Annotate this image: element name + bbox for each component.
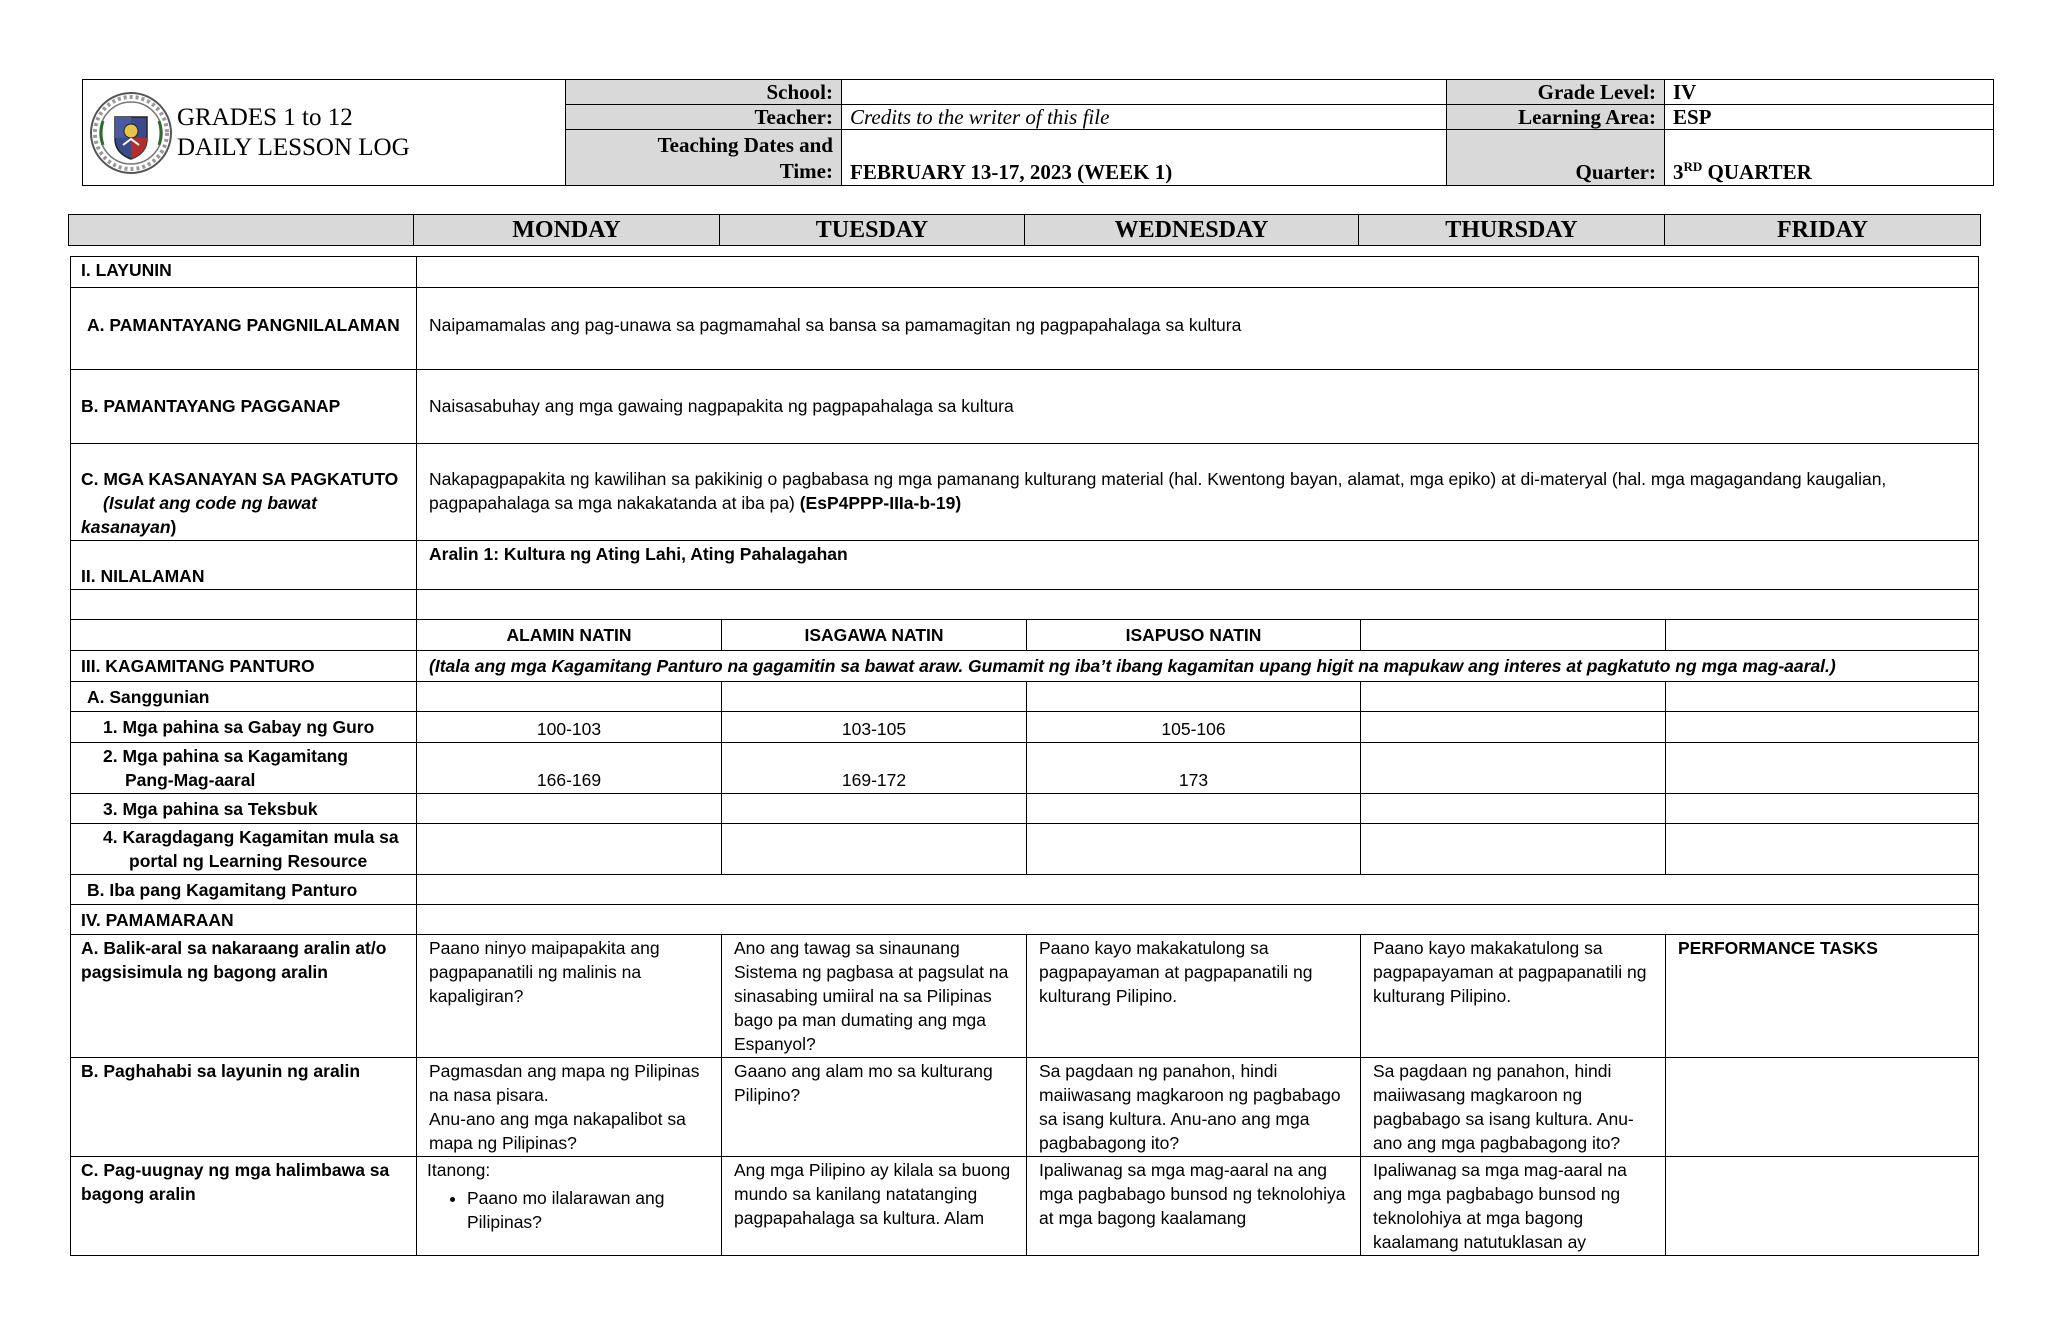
table-row xyxy=(71,712,1979,743)
empty-cell xyxy=(722,824,1027,875)
table-row xyxy=(71,1157,1979,1256)
kasanayan-label-line-1: C. MGA KASANAYAN SA PAGKATUTO xyxy=(81,469,399,489)
row-label-karagdagang-kagamitan xyxy=(71,824,417,875)
empty-cell xyxy=(71,590,417,620)
lm-wednesday: 173 xyxy=(1027,743,1361,794)
table-row xyxy=(71,541,1979,590)
kasanayan-label-close: ) xyxy=(170,517,177,537)
empty-cell xyxy=(417,682,722,712)
paghahabi-tuesday: Gaano ang alam mo sa kulturang Pilipino? xyxy=(722,1058,1027,1157)
empty-cell xyxy=(1027,682,1361,712)
pamantayang-pagganap-text: Naisasabuhay ang mga gawaing nagpapakita ng pagpapahalaga sa kultura xyxy=(417,370,1979,444)
kasanayan-description: Nakapagpapakita ng kawilihan sa pakikinig o pagbabasa ng mga pamanang kulturang material (hal. Kwentong bayan, alamat, mga epiko) at di-materyal (hal. mga magagandang kaugalian, pagpapahalaga sa mga nakakatanda at iba pa) xyxy=(429,469,1887,513)
empty-cell xyxy=(417,794,722,824)
lesson-log-title xyxy=(177,103,410,163)
quarter-number: 3 xyxy=(1673,160,1684,184)
empty-cell xyxy=(417,875,1979,905)
quarter-label: Quarter: xyxy=(1447,130,1665,186)
learning-area-label: Learning Area: xyxy=(1447,105,1665,130)
table-row xyxy=(71,743,1979,794)
table-row xyxy=(71,682,1979,712)
pag-uugnay-wednesday: Ipaliwanag sa mga mag-aaral na ang mga pagbabago bunsod ng teknolohiya at mga bagong kaalamang xyxy=(1027,1157,1361,1256)
teaching-dates-value: FEBRUARY 13-17, 2023 (WEEK 1) xyxy=(842,130,1447,186)
header-title-cell xyxy=(83,80,566,186)
day-thursday: THURSDAY xyxy=(1359,215,1665,246)
daily-lesson-log-table xyxy=(70,256,1979,1256)
pag-uugnay-monday-intro: Itanong: xyxy=(427,1160,491,1180)
teaching-dates-label xyxy=(566,130,842,186)
pag-uugnay-friday xyxy=(1666,1157,1979,1256)
row-label-kasanayan xyxy=(71,444,417,541)
teaching-dates-label-line-1: Teaching Dates and xyxy=(657,132,833,157)
balik-aral-wednesday: Paano kayo makakatulong sa pagpapayaman at pagpapanatili ng kulturang Pilipino. xyxy=(1027,935,1361,1058)
karagdagang-label-line-1: 4. Karagdagang Kagamitan mula sa xyxy=(103,827,399,847)
teacher-label: Teacher: xyxy=(566,105,842,130)
table-row xyxy=(71,257,1979,288)
empty-cell xyxy=(417,905,1979,935)
row-label-gabay-ng-guro: 1. Mga pahina sa Gabay ng Guro xyxy=(71,712,417,743)
empty-cell xyxy=(1027,824,1361,875)
empty-cell xyxy=(1027,794,1361,824)
lesson-log-header xyxy=(82,79,1994,186)
aralin-title: Aralin 1: Kultura ng Ating Lahi, Ating Pahalagahan xyxy=(417,541,1979,590)
lm-tuesday: 169-172 xyxy=(722,743,1027,794)
row-label-pag-uugnay: C. Pag-uugnay ng mga halimbawa sa bagong aralin xyxy=(71,1157,417,1256)
section-kagamitang-panturo: III. KAGAMITANG PANTURO xyxy=(71,651,417,682)
table-row xyxy=(71,875,1979,905)
deped-seal-logo xyxy=(89,91,173,175)
row-label-pamantayang-pangnilalaman: A. PAMANTAYANG PANGNILALAMAN xyxy=(71,288,417,370)
title-line-1: GRADES 1 to 12 xyxy=(177,103,353,131)
empty-cell xyxy=(722,794,1027,824)
phase-thursday xyxy=(1361,620,1666,651)
grade-level-value: IV xyxy=(1665,80,1994,105)
empty-cell xyxy=(722,682,1027,712)
learning-area-value: ESP xyxy=(1665,105,1994,130)
balik-aral-tuesday: Ano ang tawag sa sinaunang Sistema ng pagbasa at pagsulat na sinasabing umiiral na sa Pilipinas bago pa man dumating ang mga Espanyol? xyxy=(722,935,1027,1058)
table-row xyxy=(71,444,1979,541)
kasanayan-label-note: (Isulat ang code ng bawat xyxy=(103,493,317,513)
karagdagang-label-line-2: portal ng Learning Resource xyxy=(129,851,368,871)
pamantayang-pangnilalaman-text: Naipamamalas ang pag-unawa sa pagmamahal sa bansa sa pamamagitan ng pagpapahalaga sa kultura xyxy=(417,288,1979,370)
lm-monday: 166-169 xyxy=(417,743,722,794)
pag-uugnay-tuesday: Ang mga Pilipino ay kilala sa buong mundo sa kanilang natatanging pagpapahalaga sa kultura. Alam xyxy=(722,1157,1027,1256)
weekday-header xyxy=(68,214,1981,246)
school-label: School: xyxy=(566,80,842,105)
pag-uugnay-monday-list xyxy=(427,1186,709,1234)
weekday-header-blank xyxy=(69,215,414,246)
row-label-paghahabi: B. Paghahabi sa layunin ng aralin xyxy=(71,1058,417,1157)
row-label-pamantayang-pagganap: B. PAMANTAYANG PAGGANAP xyxy=(71,370,417,444)
table-row xyxy=(71,824,1979,875)
lm-thursday xyxy=(1361,743,1666,794)
paghahabi-friday xyxy=(1666,1058,1979,1157)
day-monday: MONDAY xyxy=(414,215,720,246)
table-row xyxy=(71,620,1979,651)
empty-cell xyxy=(1666,824,1979,875)
table-row xyxy=(71,288,1979,370)
paghahabi-monday-line-2: Anu-ano ang mga nakapalibot sa mapa ng Pilipinas? xyxy=(429,1109,686,1153)
paghahabi-monday xyxy=(417,1058,722,1157)
school-value xyxy=(842,80,1447,105)
balik-aral-monday: Paano ninyo maipapakita ang pagpapanatili ng malinis na kapaligiran? xyxy=(417,935,722,1058)
gabay-friday xyxy=(1666,712,1979,743)
title-line-2: DAILY LESSON LOG xyxy=(177,133,410,161)
kasanayan-label-note-end: kasanayan xyxy=(81,517,171,537)
row-label-kagamitang-pang-mag-aaral xyxy=(71,743,417,794)
table-row xyxy=(71,370,1979,444)
quarter-word: QUARTER xyxy=(1702,160,1812,184)
pag-uugnay-monday xyxy=(417,1157,722,1256)
quarter-value xyxy=(1665,130,1994,186)
row-label-balik-aral: A. Balik-aral sa nakaraang aralin at/o pagsisimula ng bagong aralin xyxy=(71,935,417,1058)
section-layunin: I. LAYUNIN xyxy=(71,257,417,288)
row-label-iba-pang-kagamitan: B. Iba pang Kagamitang Panturo xyxy=(71,875,417,905)
table-row xyxy=(71,935,1979,1058)
table-row xyxy=(71,1058,1979,1157)
row-label-sanggunian: A. Sanggunian xyxy=(71,682,417,712)
lm-friday xyxy=(1666,743,1979,794)
balik-aral-friday: PERFORMANCE TASKS xyxy=(1666,935,1979,1058)
empty-cell xyxy=(417,590,1979,620)
kagamitan-note: (Itala ang mga Kagamitang Panturo na gagamitin sa bawat araw. Gumamit ng iba’t ibang kagamitan upang higit na mapukaw ang interes at pagkatuto ng mga mag-aaral.) xyxy=(417,651,1979,682)
gabay-thursday xyxy=(1361,712,1666,743)
list-item: • Paano mo ilalarawan ang Pilipinas? xyxy=(467,1186,709,1234)
table-row xyxy=(71,794,1979,824)
lm-label-line-2: Pang-Mag-aaral xyxy=(125,770,256,790)
teaching-dates-label-line-2: Time: xyxy=(779,158,833,183)
phase-friday xyxy=(1666,620,1979,651)
empty-cell xyxy=(1361,794,1666,824)
quarter-ordinal-suffix: RD xyxy=(1683,159,1703,174)
kasanayan-text xyxy=(417,444,1979,541)
empty-cell xyxy=(417,824,722,875)
gabay-tuesday: 103-105 xyxy=(722,712,1027,743)
table-row xyxy=(71,651,1979,682)
grade-level-label: Grade Level: xyxy=(1447,80,1665,105)
empty-cell xyxy=(1666,794,1979,824)
phase-monday: ALAMIN NATIN xyxy=(417,620,722,651)
kasanayan-code: (EsP4PPP-IIIa-b-19) xyxy=(799,493,962,513)
paghahabi-monday-line-1: Pagmasdan ang mapa ng Pilipinas na nasa pisara. xyxy=(429,1061,700,1105)
day-wednesday: WEDNESDAY xyxy=(1025,215,1359,246)
empty-cell xyxy=(71,620,417,651)
table-row xyxy=(71,590,1979,620)
balik-aral-thursday: Paano kayo makakatulong sa pagpapayaman at pagpapanatili ng kulturang Pilipino. xyxy=(1361,935,1666,1058)
section-pamamaraan: IV. PAMAMARAAN xyxy=(71,905,417,935)
phase-wednesday: ISAPUSO NATIN xyxy=(1027,620,1361,651)
empty-cell xyxy=(1361,682,1666,712)
phase-tuesday: ISAGAWA NATIN xyxy=(722,620,1027,651)
paghahabi-wednesday: Sa pagdaan ng panahon, hindi maiiwasang magkaroon ng pagbabago sa isang kultura. Anu-ano ang mga pagbabagong ito? xyxy=(1027,1058,1361,1157)
row-label-teksbuk: 3. Mga pahina sa Teksbuk xyxy=(71,794,417,824)
lm-label-line-1: 2. Mga pahina sa Kagamitang xyxy=(103,746,349,766)
teacher-value: Credits to the writer of this file xyxy=(842,105,1447,130)
pag-uugnay-thursday: Ipaliwanag sa mga mag-aaral na ang mga pagbabago bunsod ng teknolohiya at mga bagong kaalamang natutuklasan ay xyxy=(1361,1157,1666,1256)
empty-cell xyxy=(417,257,1979,288)
paghahabi-thursday: Sa pagdaan ng panahon, hindi maiiwasang magkaroon ng pagbabago sa isang kultura. Anu-ano ang mga pagbabagong ito? xyxy=(1361,1058,1666,1157)
empty-cell xyxy=(1666,682,1979,712)
day-friday: FRIDAY xyxy=(1665,215,1981,246)
gabay-wednesday: 105-106 xyxy=(1027,712,1361,743)
section-nilalaman: II. NILALAMAN xyxy=(71,541,417,590)
gabay-monday: 100-103 xyxy=(417,712,722,743)
empty-cell xyxy=(1361,824,1666,875)
day-tuesday: TUESDAY xyxy=(720,215,1025,246)
table-row xyxy=(71,905,1979,935)
